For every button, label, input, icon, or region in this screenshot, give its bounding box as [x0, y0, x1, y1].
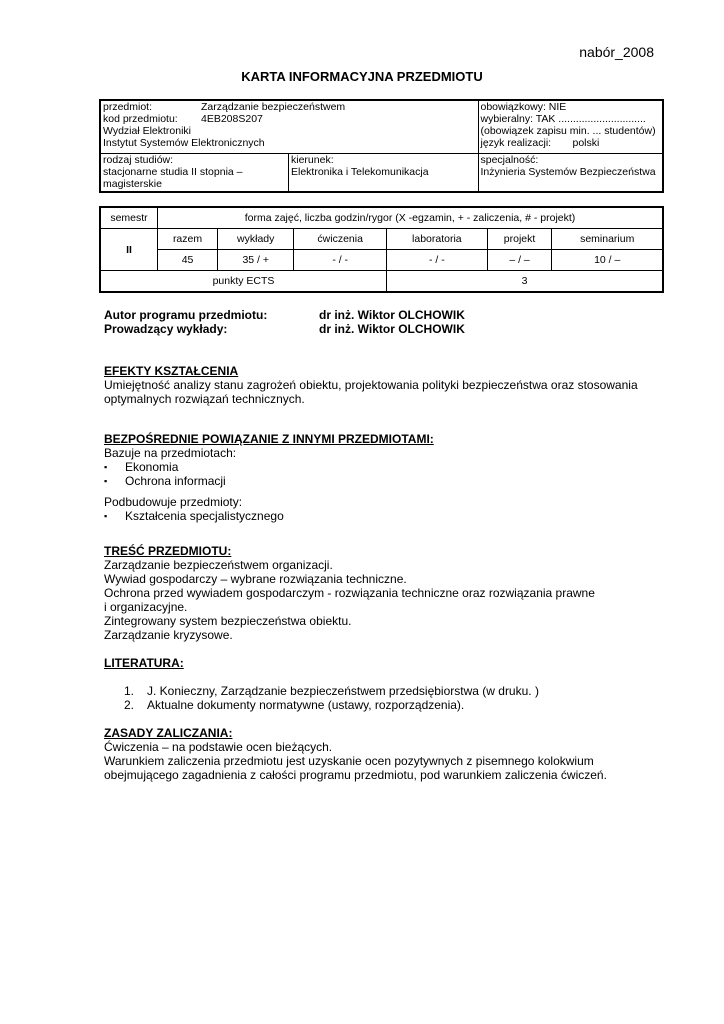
- supports-list: [104, 509, 664, 523]
- hours-cell: – / –: [487, 250, 552, 271]
- mandatory-status: obowiązkowy: NIE: [480, 101, 567, 113]
- list-item-text: J. Konieczny, Zarządzanie bezpieczeństwem przedsiębiorstwa (w druku. ): [147, 684, 539, 698]
- supports-label: Podbudowuje przedmioty:: [104, 495, 243, 509]
- column-header: ćwiczenia: [294, 229, 387, 250]
- page-title: KARTA INFORMACYJNA PRZEDMIOTU: [241, 69, 483, 84]
- column-header: laboratoria: [386, 229, 487, 250]
- bullet-icon: ▪: [104, 462, 108, 472]
- bullet-icon: ▪: [104, 476, 108, 486]
- author-value: dr inż. Wiktor OLCHOWIK: [319, 308, 465, 322]
- hours-cell: - / -: [294, 250, 387, 271]
- outcomes-heading: EFEKTY KSZTAŁCENIA: [104, 364, 239, 378]
- column-header: projekt: [487, 229, 552, 250]
- list-item-text: Kształcenia specjalistycznego: [125, 509, 284, 523]
- field-value: Elektronika i Telekomunikacja: [291, 166, 429, 178]
- list-item-text: Ekonomia: [125, 460, 179, 474]
- hours-cell: 10 / –: [552, 250, 663, 271]
- content-heading: TREŚĆ PRZEDMIOTU:: [104, 544, 232, 558]
- faculty: Wydział Elektroniki: [103, 125, 192, 137]
- literature-heading: LITERATURA:: [104, 656, 184, 670]
- course-info-table: [99, 99, 664, 193]
- list-item: [104, 460, 664, 474]
- content-section: [104, 544, 664, 642]
- authors-block: [104, 308, 465, 336]
- hours-cell: 35 / +: [218, 250, 294, 271]
- study-type-cell: [100, 154, 289, 193]
- class-form-header: forma zajęć, liczba godzin/rygor (X -egzamin, + - zaliczenia, # - projekt): [158, 207, 664, 229]
- elective-status: wybieralny: TAK ..............................: [480, 113, 646, 125]
- grading-heading: ZASADY ZALICZANIA:: [104, 726, 233, 740]
- lecturer-value: dr inż. Wiktor OLCHOWIK: [319, 322, 465, 336]
- hours-table: [99, 206, 664, 293]
- list-item: [124, 698, 664, 712]
- code-label: kod przedmiotu:: [103, 113, 178, 125]
- literature-section: [104, 656, 664, 712]
- content-line: Ochrona przed wywiadem gospodarczym - rozwiązania techniczne oraz rozwiązania prawne: [104, 586, 595, 600]
- language-label: język realizacji:: [480, 137, 552, 149]
- ects-label: punkty ECTS: [100, 271, 386, 293]
- literature-list: [104, 684, 664, 712]
- based-on-list: [104, 460, 664, 488]
- study-type-label: rodzaj studiów:: [103, 154, 174, 166]
- ects-value: 3: [386, 271, 663, 293]
- hours-cell: - / -: [386, 250, 487, 271]
- code-value: 4EB208S207: [201, 113, 263, 125]
- relations-heading: BEZPOŚREDNIE POWIĄZANIE Z INNYMI PRZEDMIOTAMI:: [104, 432, 434, 446]
- specialization-cell: [478, 154, 663, 193]
- subject-value: Zarządzanie bezpieczeństwem: [201, 101, 346, 113]
- content-line: i organizacyjne.: [104, 600, 188, 614]
- hours-cell: 45: [158, 250, 218, 271]
- subject-label: przedmiot:: [103, 101, 153, 113]
- specialization-value: Inżynieria Systemów Bezpieczeństwa: [480, 166, 656, 178]
- institute: Instytut Systemów Elektronicznych: [103, 137, 265, 149]
- specialization-label: specjalność:: [480, 154, 539, 166]
- semester-header: semestr: [100, 207, 158, 229]
- outcomes-section: [104, 364, 664, 406]
- lecturer-label: Prowadzący wykłady:: [104, 322, 228, 336]
- enrollment-year: nabór_2008: [579, 44, 654, 60]
- list-item-text: Ochrona informacji: [125, 474, 226, 488]
- column-header: wykłady: [218, 229, 294, 250]
- list-item: [104, 509, 664, 523]
- content-line: Zintegrowany system bezpieczeństwa obiektu.: [104, 614, 352, 628]
- content-line: Zarządzanie kryzysowe.: [104, 628, 233, 642]
- course-info-cell: [100, 100, 478, 154]
- field-cell: [289, 154, 479, 193]
- outcomes-text: Umiejętność analizy stanu zagrożeń obiektu, projektowania polityki bezpieczeństwa oraz stosowania optymalnych rozwiązań technicznych.: [104, 378, 638, 406]
- grading-section: [104, 726, 664, 782]
- list-item-number: 2.: [124, 698, 135, 712]
- grading-line: Warunkiem zaliczenia przedmiotu jest uzyskanie ocen pozytywnych z pisemnego kolokwium: [104, 754, 594, 768]
- study-type-value: stacjonarne studia II stopnia – magisterskie: [103, 166, 243, 190]
- list-item-text: Aktualne dokumenty normatywne (ustawy, rozporządzenia).: [147, 698, 465, 712]
- bullet-icon: ▪: [104, 511, 108, 521]
- requirement-cell: [478, 100, 663, 154]
- relations-section: [104, 432, 664, 523]
- content-line: Wywiad gospodarczy – wybrane rozwiązania techniczne.: [104, 572, 407, 586]
- enrollment-requirement: (obowiązek zapisu min. ... studentów): [480, 125, 656, 137]
- content-line: Zarządzanie bezpieczeństwem organizacji.: [104, 558, 333, 572]
- column-header: seminarium: [552, 229, 663, 250]
- semester-value: II: [100, 229, 158, 271]
- grading-line: Ćwiczenia – na podstawie ocen bieżących.: [104, 740, 333, 754]
- list-item: [104, 474, 664, 488]
- grading-line: obejmującego zagadnienia z całości programu przedmiotu, pod warunkiem zaliczenia ćwiczeń.: [104, 768, 607, 782]
- author-label: Autor programu przedmiotu:: [104, 308, 268, 322]
- column-header: razem: [158, 229, 218, 250]
- based-on-label: Bazuje na przedmiotach:: [104, 446, 237, 460]
- language-value: polski: [572, 137, 600, 149]
- list-item-number: 1.: [124, 684, 135, 698]
- list-item: [124, 684, 664, 698]
- field-label: kierunek:: [291, 154, 334, 166]
